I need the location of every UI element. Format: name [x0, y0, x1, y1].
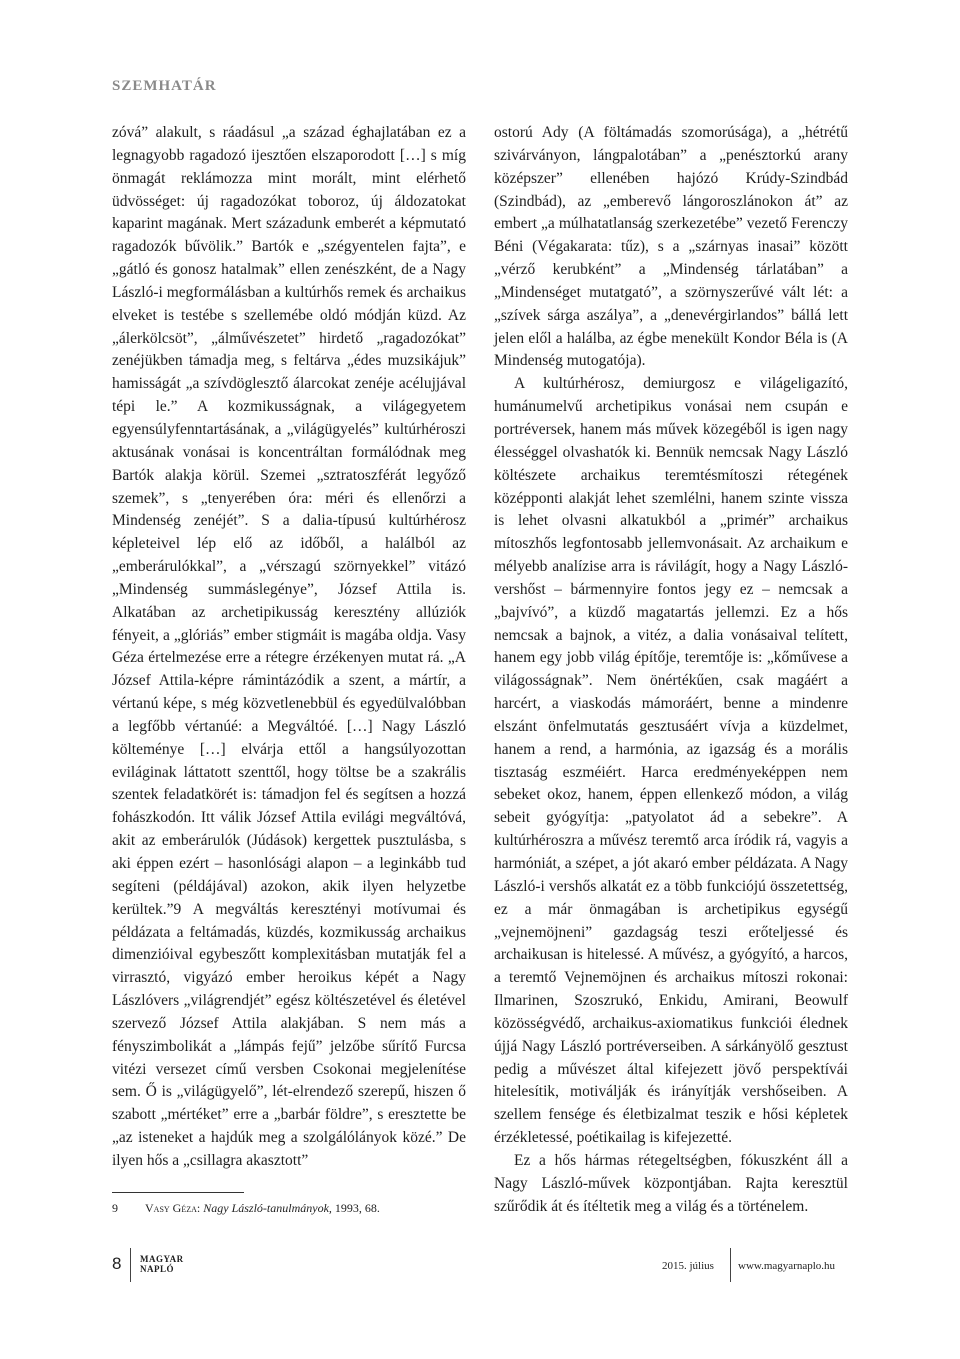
footnote-author: Vasy Géza:	[145, 1201, 201, 1215]
text-column-left	[112, 122, 466, 1173]
section-header: SZEMHATÁR	[112, 78, 217, 94]
magazine-logo	[140, 1254, 184, 1274]
footnote-number: 9	[112, 1201, 118, 1215]
footnote-title: Nagy László-tanulmányok,	[203, 1201, 332, 1215]
text-column-right	[494, 122, 848, 1219]
footer-divider	[730, 1248, 731, 1282]
logo-line: MAGYAR	[140, 1254, 184, 1264]
paragraph: zóvá” alakult, s ráadásul „a század éghajlatában ez a legnagyobb ragadozó ijesztően elszaporodott […] s míg önmagát reklámozza mint morált, mint elérhető üdvösséget: új ragadozókat toboroz, új áldozatokat kaparint magának. Mert századunk emberét a képmutató ragadozók bűvölik.” Bartók e „szégyentelen fajta”, e „gátló és gonosz hatalmak” ellen zenészként, de a Nagy László-i megformálásban a kultúrhős remek és archaikus elveket is testébe s szellemébe oldó módján küzd. Az „álerkölcsöt”, „álművészetet” hirdető „ragadozókat” zenéjükben támadja meg, s feltárva „édes muzsikájuk” hamisságát „a szívdöglesztő álarcokat zenéje acélujjával tépi le.” A kozmikusságnak, a világegyetem egyensúlyfenntartásának, a „világügyelés” kultúrhéroszi aktusának vonásai is koncentráltan formálódnak meg Bartók alakja körül. Szemei „sztratoszférát legyőző szemek”, s „tenyerében óra: méri és ellenőrzi a Mindenség zenéjét”. S a dalia-típusú kultúrhérosz képleteivel lép elő az időből, a halálból az „emberárulókkal”, a „vérszagú szörnyekkel” vitázó „Mindenség summáslegénye”, József Attila is. Alkatában az archetipikusság keresztény allúziók fényeit, a „glóriás” ember stigmáit is magába oldja. Vasy Géza értelmezése erre a rétegre érzékenyen mutat rá. „A József Attila-képre rámintázódik a szent, a mártír, a vértanú képe, s még közvetlenebbül és egyedülvalóbban a legfőbb vértanúé: a Megváltóé. […] Nagy László költeménye […] elvárja ettől a hangsúlyozottan eviláginak láttatott szenttől, hogy töltse be a szakrális szentek feladatkörét is: támadjon fel és segítsen a hozzá fohászkodón. Itt válik József Attila evilági megváltóvá, akit az emberárulók (Júdások) kergettek pusztulásba, s aki éppen ezért – hasonlósági alapon – a leginkább tud segíteni (példájával) azokon, akik ilyen helyzetbe kerültek.”9 A megváltás keresztényi motívumai és példázata a feltámadás, küzdés, kozmikusság archaikus dimenzióival egybeszőtt komplexitásban mutatják fel a virrasztó, vigyázó ember heroikus képét a Nagy Lászlóvers „világrendjét” egész költészetével és életével szervező József Attila alakjában. S nem más a fényszimbolikát a „lámpás fejű” jelzőbe sűrítő Furcsa vitézi versezet című versben Csokonai megjelenítése sem. Ő is „világügyelő”, lét-elrendező szerepű, hiszen ő szabott „mértéket” erre a „barbár földre”, s eresztette be „az isteneket a hajdúk meg a szolgálólányok közé.” De ilyen hős a „csillagra akasztott”	[112, 124, 466, 1169]
footnote-details: 1993, 68.	[334, 1201, 380, 1215]
paragraph: Ez a hős hármas rétegeltségben, fókuszként áll a Nagy László-művek központjában. Rajta keresztül szűrődik át és ítéltetik meg a világ és a történelem.	[494, 1151, 848, 1215]
footnote	[112, 1200, 466, 1216]
footer-divider	[130, 1248, 131, 1282]
page-number: 8	[112, 1254, 122, 1273]
footnote-divider	[112, 1192, 244, 1193]
issue-date: 2015. július	[662, 1260, 714, 1272]
page-footer	[0, 1248, 960, 1288]
paragraph: A kultúrhérosz, demiurgosz e világeligazító, humánumelvű archetipikus vonásai nem csupán e portréversek, hanem más művek közegéből is igen nagy élességgel olvashatók ki. Bennük nemcsak Nagy László költészete archaikus teremtésmítoszi rétegének középponti alakját lehet szemlélni, hanem szinte vissza is lehet olvasni alkatukból a „primér” archaikus mítoszhős legfontosabb jellemvonásait. Az archaikum e mélyebb analízise arra is rávilágít, hogy a Nagy László-vershőst – bármennyire fontos jegy ez – nemcsak a „bajvívó”, a küzdő magatartás jellemzi. Ez a hős nemcsak a bajnok, a vitéz, a dalia vonásaival telített, hanem egy jobb világ építője, teremtője is: „kőművese a világosságnak”. Nem önértékűen, csak magáért a harcért, a viaskodás mámoráért, benne a mindenre elszánt önfelmutatás gesztusáért vívja a küzdelmet, hanem a rend, a harmónia, az igazság és a morális tisztaság eszméiért. Harca eredményeképpen nem sebeket okoz, hanem, éppen ellenkező módon, a világ sebeit gyógyítja: „patyolatot ád a sebekre”. A kultúrhéroszra a művész teremtő arca íródik rá, vagyis a harmóniát, a szépet, a jót akaró ember példázata. A Nagy László-i vershős alkatát ez a több funkciójú összetettség, ez a már önmagában is archetipikus egységű „vejnemöjneni” gazdagság teszi erőteljessé és archaikusan is hitelessé. A művész, a gyógyító, a harcos, a teremtő Vejnemöjnen és archaikus mítoszi rokonai: Ilmarinen, Szoszrukó, Enkidu, Amirani, Beowulf közösségvédő, archaikus-axiomatikus funkciói élednek újjá Nagy László portréverseiben. A sárkányölő gesztust pedig a művészet által kifejezett jövő perspektívái hitelesítik, motiválják és irányítják vershőseiben. A szellem fensége és életbizalmat teszik e hősi képletek érzékletessé, poétikailag is kifejezetté.	[494, 375, 848, 1147]
website-link[interactable]: www.magyarnaplo.hu	[738, 1260, 836, 1272]
paragraph: ostorú Ady (A föltámadás szomorúsága), a „hétrétű szivárványon, lángpalotában” a „penésztorkú arany középszer” ellenében hajózó Krúdy-Szindbád (Szindbád), az „emberevő lángoroszlánokon át” az embert „a múlhatatlanság szerkezetébe” vezető Ferenczy Béni (Végakarata: tűz), s a „szárnyas inasai” között „vérző kerubként” a „Mindenség tárlatában” a „Mindenséget mutatgató”, a szörnyszerűvé vált lét: a „szívek sárga aszálya”, a „denevérgirlandos” bállá lett jelen elől a halálba, az égbe menekült Kondor Béla is (A Mindenség mutogatója).	[494, 124, 848, 370]
logo-line: NAPLÓ	[140, 1264, 174, 1274]
